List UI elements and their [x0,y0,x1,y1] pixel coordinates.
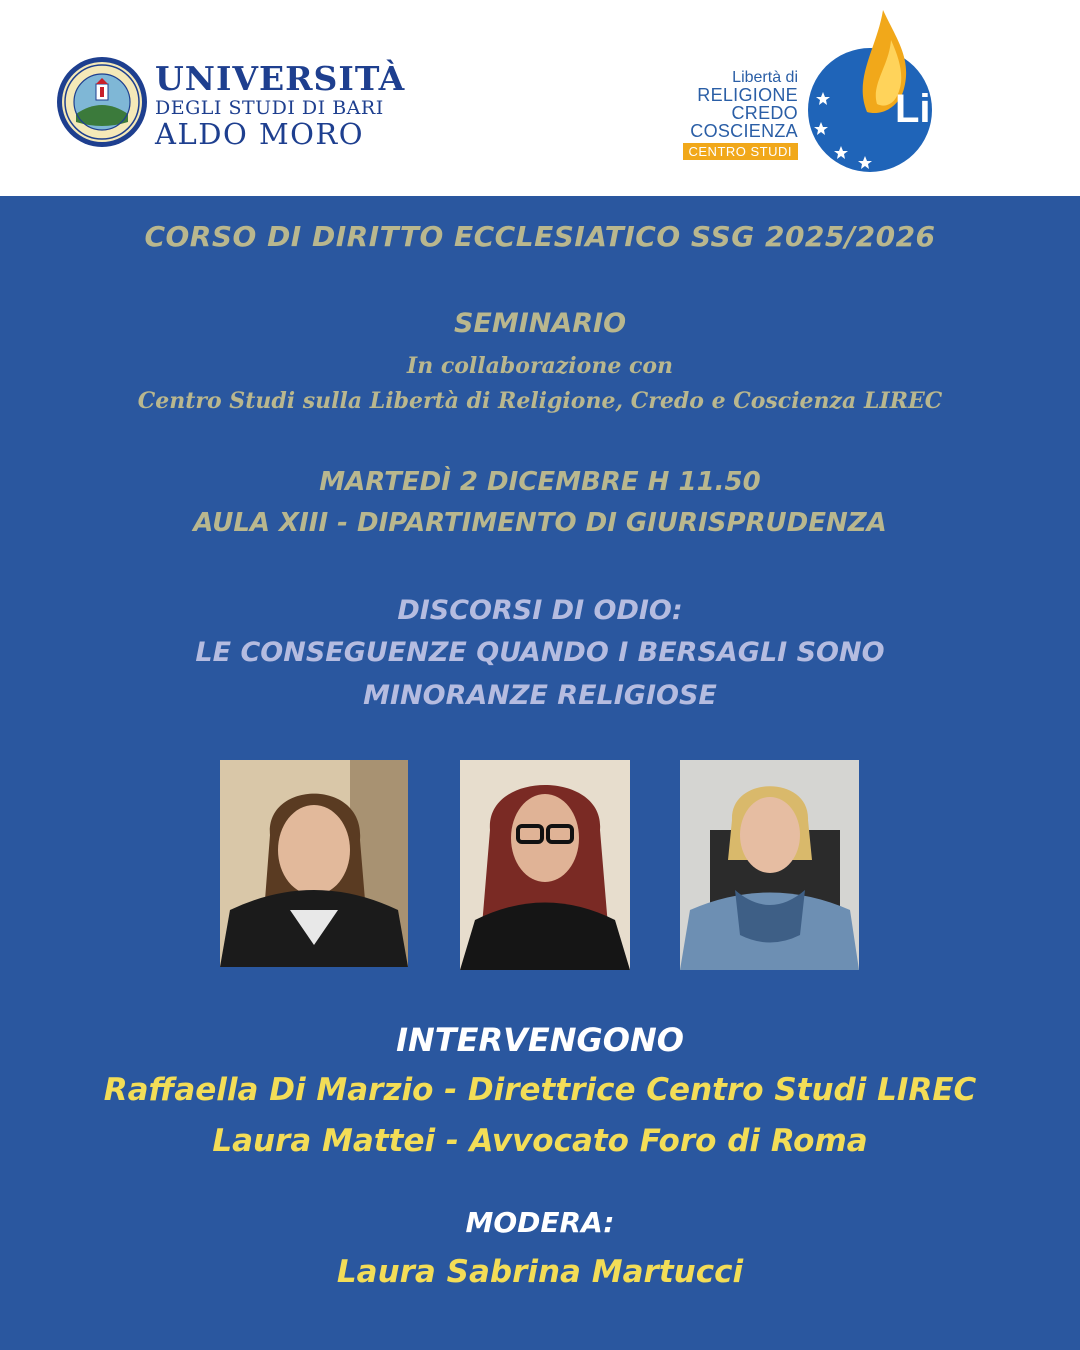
lirec-line1: Libertà di [732,69,798,86]
collaboration-line1: In collaborazione con [406,353,674,379]
event-venue: AULA XIII - DIPARTIMENTO DI GIURISPRUDENZA [193,508,887,538]
event-date-time: MARTEDÌ 2 DICEMBRE H 11.50 [319,467,761,497]
lirec-line3: CREDO [731,103,798,123]
lirec-flame-logo-icon [805,0,1010,180]
topic-line2: LE CONSEGUENZE QUANDO I BERSAGLI SONO [195,637,885,668]
speaker-line: Laura Mattei - Avvocato Foro di Roma [212,1123,868,1159]
speakers-heading: INTERVENGONO [396,1021,684,1059]
moderator-heading: MODERA: [465,1206,615,1239]
university-name-line3: ALDO MORO [155,117,365,151]
course-title: CORSO DI DIRITTO ECCLESIATICO SSG 2025/2026 [144,220,936,253]
lirec-line2: RELIGIONE [697,85,798,105]
lirec-wordmark [683,70,799,160]
lirec-tag: CENTRO STUDI [683,143,799,160]
university-seal-icon [56,56,148,148]
speaker-photo-3 [680,760,859,970]
university-name [155,59,406,151]
moderator-name: Laura Sabrina Martucci [336,1254,744,1290]
header [0,0,1080,196]
collaboration-line2: Centro Studi sulla Libertà di Religione, Credo e Coscienza LIREC [137,388,943,414]
university-name-line2: DEGLI STUDI DI BARI [155,97,384,119]
university-name-line1: UNIVERSITÀ [155,59,406,98]
speaker-line: Raffaella Di Marzio - Direttrice Centro Studi LIREC [103,1072,977,1108]
lirec-line4: COSCIENZA [690,121,798,141]
speaker-photo-2 [460,760,630,970]
topic-line1: DISCORSI DI ODIO: [397,595,683,626]
event-panel [0,196,1080,1350]
speaker-photo-1 [220,760,408,967]
seminar-label: SEMINARIO [453,308,627,339]
lirec-logo-text: Lirec [895,87,991,131]
topic-line3: MINORANZE RELIGIOSE [363,680,717,711]
